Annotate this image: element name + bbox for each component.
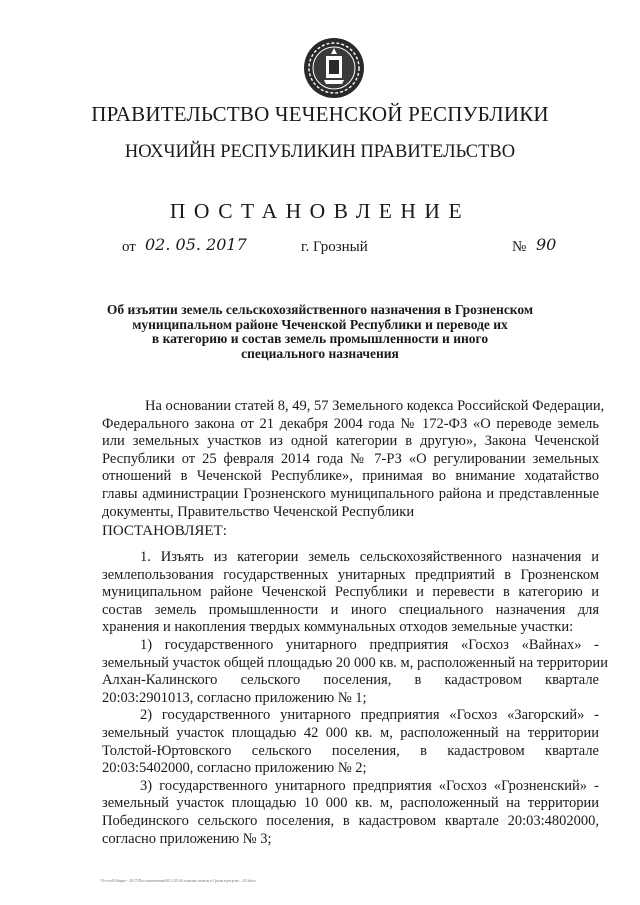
text-line: земельный участок площадью 42 000 кв. м, расположенный на территории [102,724,599,741]
subject-line: Об изъятии земель сельскохозяйственного назначения в Грозненском [106,302,534,317]
coat-of-arms-emblem [302,36,366,100]
preamble-paragraph [102,398,605,521]
number-prefix: № [512,239,527,255]
text-line: земельный участок площадью 10 000 кв. м, расположенный на территории [102,795,599,812]
text-line: землепользования государственных унитарных предприятий в Грозненском [102,566,599,583]
text-line: 1. Изъять из категории земель сельскохозяйственного назначения и [140,549,599,565]
text-line: 20:03:5402000, согласно приложению № 2; [102,760,367,777]
text-line: состав земель промышленности и иного специального назначения для [102,601,599,618]
text-line: Побединского сельского поселения, в кадастровом квартале 20:03:4802000, [102,812,599,829]
decree-title: ПОСТАНОВЛЕНИЕ [169,199,471,223]
text-line: хранения и накопления твердых коммунальных отходов земельные участки: [102,619,574,636]
text-line: документы, Правительство Чеченской Республики [102,503,415,520]
city: г. Грозный [301,239,368,255]
clauses-block [102,549,608,848]
text-line: Толстой-Юртовского сельского поселения, в кадастровом квартале [102,742,599,759]
government-name-ce: НОХЧИЙН РЕСПУБЛИКИН ПРАВИТЕЛЬСТВО [124,142,516,162]
text-line: Алхан-Калинского сельского поселения, в кадастровом квартале [102,672,599,689]
government-name-ru: ПРАВИТЕЛЬСТВО ЧЕЧЕНСКОЙ РЕСПУБЛИКИ [91,102,549,126]
decree-date: 02. 05. 2017 [145,235,247,254]
text-line: или земельных участков из одной категории в другую», Закона Чеченской [102,433,599,450]
text-line: 2) государственного унитарного предприятия «Госхоз «Загорский» - [140,707,599,724]
text-line: Федерального закона от 21 декабря 2004 года № 172-ФЗ «О переводе земель [102,415,599,432]
decree-number: 90 [536,235,557,254]
text-line: Республики от 25 февраля 2014 года № 7-РЗ «О регулировании земельных [102,450,599,467]
decree-subject [80,303,560,361]
file-path-footer: \\Fs-ecd\Общие - 2017\Постановления\90 2.05.04 изъятие земель в Грозн.мун.р-не—03.docx [100,878,256,883]
resolves-heading: ПОСТАНОВЛЯЕТ: [102,523,227,539]
text-line: 1) государственного унитарного предприятия «Госхоз «Вайнах» - [140,636,599,653]
text-line: 3) государственного унитарного предприятия «Госхоз «Грозненский» - [140,777,599,794]
text-line: На основании статей 8, 49, 57 Земельного кодекса Российской Федерации, [145,398,605,414]
text-line: земельный участок общей площадью 20 000 кв. м, расположенный на территории [102,654,608,671]
subject-line: специального назначения [241,345,399,361]
text-line: отношений в Чеченской Республике», принимая во внимание ходатайство [102,468,599,485]
subject-line: муниципальном районе Чеченской Республики и переводе их [132,316,508,332]
date-prefix: от [122,239,136,255]
text-line: муниципальном районе Чеченской Республики и перевести в категорию и [102,584,599,601]
text-line: 20:03:2901013, согласно приложению № 1; [102,689,367,706]
subject-line: в категорию и состав земель промышленности и иного [151,331,489,347]
text-line: главы администрации Грозненского муниципального района и представленные [102,485,599,502]
text-line: согласно приложению № 3; [102,830,272,847]
